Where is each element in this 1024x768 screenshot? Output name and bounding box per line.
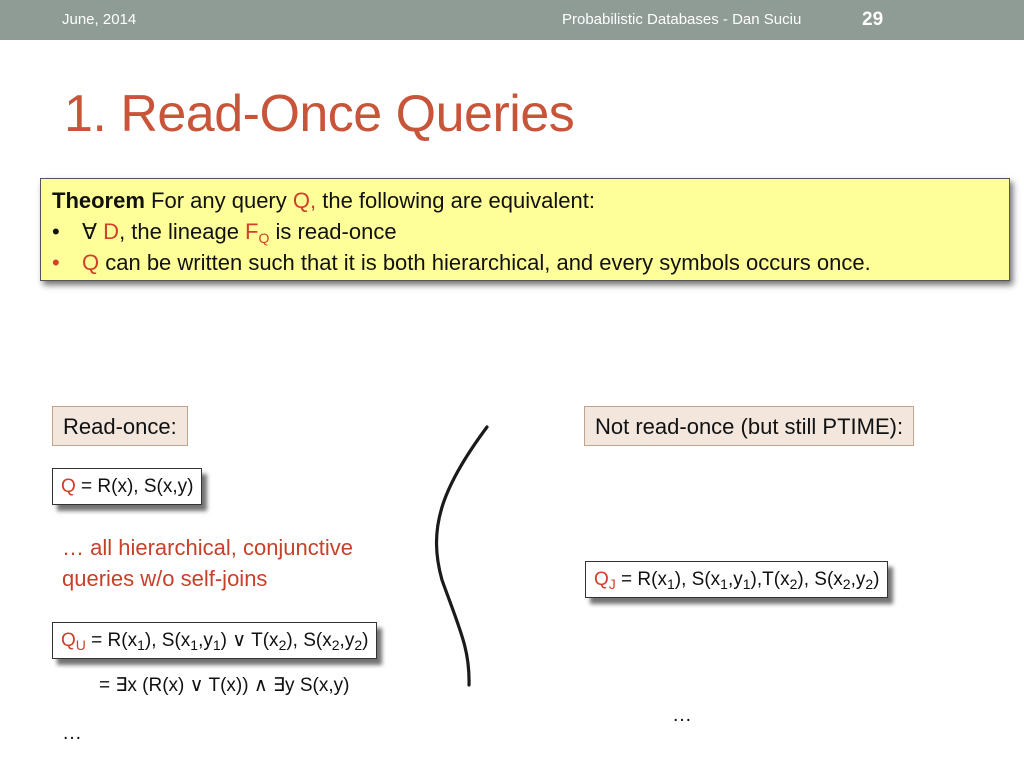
qj-part: ), S(x (797, 569, 843, 590)
qu-sub: 1 (137, 637, 145, 653)
theorem-query-symbol: Q, (292, 188, 317, 213)
qj-part: ,y (727, 569, 743, 590)
qu-subscript: U (75, 637, 86, 653)
footer-title: Probabilistic Databases - Dan Suciu (562, 11, 802, 28)
left-ellipsis: … (62, 722, 82, 744)
query-q-formula: = R(x), S(x,y) (75, 476, 194, 497)
equivalent-formula: = ∃x (R(x) ∨ T(x)) ∧ ∃y S(x,y) (99, 675, 350, 696)
qj-sub: 2 (865, 576, 874, 592)
theorem-intro-text: For any query (144, 188, 293, 213)
theorem-intro-end: the following are equivalent: (316, 188, 595, 213)
qu-sub: 2 (354, 637, 363, 653)
qu-sub: 2 (278, 637, 287, 653)
qj-sub: 1 (742, 576, 751, 592)
qj-sub: 1 (666, 576, 675, 592)
slide-title: 1. Read-Once Queries (64, 85, 575, 143)
query-qj-box (585, 561, 888, 598)
right-ellipsis: … (672, 704, 692, 726)
note-line-1: … all hierarchical, conjunctive (62, 535, 354, 560)
qj-part: ) (873, 569, 880, 590)
note-line-2: queries w/o self-joins (62, 566, 268, 591)
database-symbol: D (103, 219, 120, 244)
qj-sub: 2 (789, 576, 798, 592)
slide-date: June, 2014 (62, 11, 137, 28)
bullet-icon: • (52, 219, 60, 244)
qu-part: = R(x (85, 630, 138, 651)
theorem-label: Theorem (52, 188, 145, 213)
qj-part: ),T(x (750, 569, 790, 590)
query-q-label: Q (61, 476, 76, 497)
qu-sub: 1 (190, 637, 199, 653)
qj-q: Q (594, 569, 609, 590)
qj-part: ,y (850, 569, 866, 590)
bullet-icon: • (52, 250, 60, 275)
slide-number: 29 (862, 9, 884, 30)
qu-sub: 2 (331, 637, 340, 653)
forall-symbol: ∀ (82, 219, 104, 244)
brace-curve (437, 427, 487, 685)
qj-sub: 2 (842, 576, 851, 592)
qj-part: ), S(x (674, 569, 721, 590)
qu-part: ,y (198, 630, 213, 651)
query-symbol: Q (82, 250, 100, 275)
qu-part: ) (362, 630, 369, 651)
read-once-heading: Read-once: (52, 406, 188, 446)
read-once-text: is read-once (269, 219, 397, 244)
lineage-subscript: Q (258, 230, 270, 246)
qj-subscript: J (608, 576, 616, 592)
qj-sub: 1 (720, 576, 728, 592)
lineage-text: , the lineage (119, 219, 246, 244)
qu-sub: 1 (212, 637, 221, 653)
qj-part: = R(x (615, 569, 667, 590)
theorem-item-2-text: can be written such that it is both hierarchical, and every symbols occurs once. (99, 250, 871, 275)
qu-part: ,y (339, 630, 355, 651)
qu-part: ), S(x (144, 630, 191, 651)
qj-symbol (594, 569, 616, 590)
qu-part: ), S(x (286, 630, 332, 651)
not-read-once-heading: Not read-once (but still PTIME): (584, 406, 914, 446)
qu-q: Q (61, 630, 76, 651)
lineage-f: F (245, 219, 259, 244)
qu-part: ) ∨ T(x (220, 630, 279, 651)
